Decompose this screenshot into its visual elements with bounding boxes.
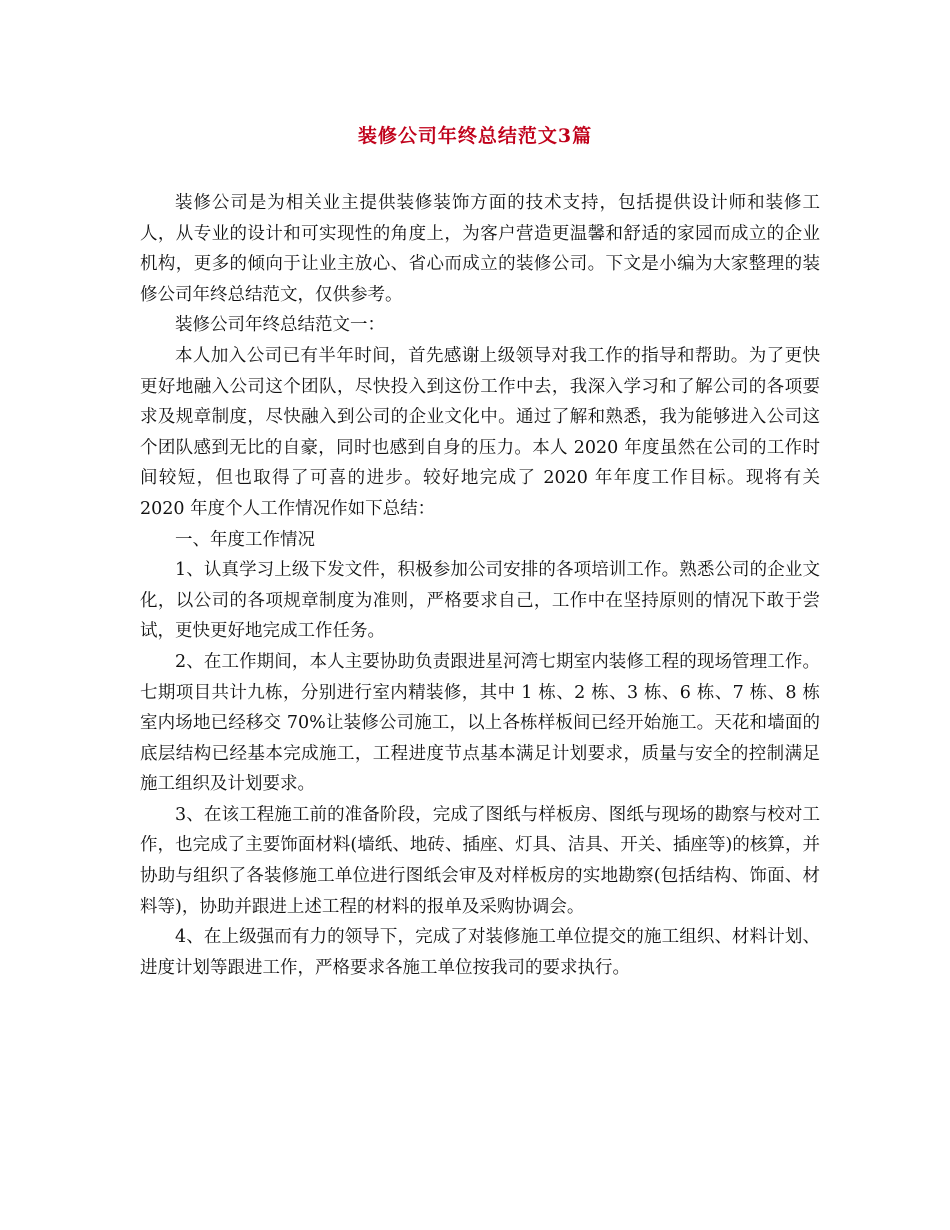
document-title: 装修公司年终总结范文3篇 (357, 125, 593, 147)
document-body (140, 188, 820, 983)
paragraph-opening: 本人加入公司已有半年时间，首先感谢上级领导对我工作的指导和帮助。为了更快更好地融入公司这个团队，尽快投入到这份工作中去，我深入学习和了解公司的各项要求及规章制度，尽快融入到公司的企业文化中。通过了解和熟悉，我为能够进入公司这个团队感到无比的自豪，同时也感到自身的压力。本人 2020 年度虽然在公司的工作时间较短，但也取得了可喜的进步。较好地完成了 2020 年年度工作目标。现将有关 2020 年度个人工作情况作如下总结： (140, 345, 820, 519)
paragraph-item-1: 1、认真学习上级下发文件，积极参加公司安排的各项培训工作。熟悉公司的企业文化，以公司的各项规章制度为准则，严格要求自己，工作中在坚持原则的情况下敢于尝试，更快更好地完成工作任务。 (140, 560, 820, 642)
paragraph-item-4: 4、在上级强而有力的领导下，完成了对装修施工单位提交的施工组织、材料计划、进度计划等跟进工作，严格要求各施工单位按我司的要求执行。 (140, 927, 820, 978)
paragraph-item-3: 3、在该工程施工前的准备阶段，完成了图纸与样板房、图纸与现场的勘察与校对工作，也完成了主要饰面材料(墙纸、地砖、插座、灯具、洁具、开关、插座等)的核算，并协助与组织了各装修施工单位进行图纸会审及对样板房的实地勘察(包括结构、饰面、材料等)，协助并跟进上述工程的材料的报单及采购协调会。 (140, 804, 820, 917)
paragraph-section-heading: 一、年度工作情况 (175, 529, 315, 550)
paragraph-sample-heading: 装修公司年终总结范文一： (175, 315, 385, 336)
paragraph-item-2: 2、在工作期间，本人主要协助负责跟进星河湾七期室内装修工程的现场管理工作。七期项目共计九栋，分别进行室内精装修，其中 1 栋、2 栋、3 栋、6 栋、7 栋、8 栋室内场地已经移交 70%让装修公司施工，以上各栋样板间已经开始施工。天花和墙面的底层结构已经基本完成施工，工程进度节点基本满足计划要求，质量与安全的控制满足施工组织及计划要求。 (140, 651, 820, 795)
paragraph-intro: 装修公司是为相关业主提供装修装饰方面的技术支持，包括提供设计师和装修工人，从专业的设计和可实现性的角度上，为客户营造更温馨和舒适的家园而成立的企业机构，更多的倾向于让业主放心、省心而成立的装修公司。下文是小编为大家整理的装修公司年终总结范文，仅供参考。 (140, 193, 820, 305)
